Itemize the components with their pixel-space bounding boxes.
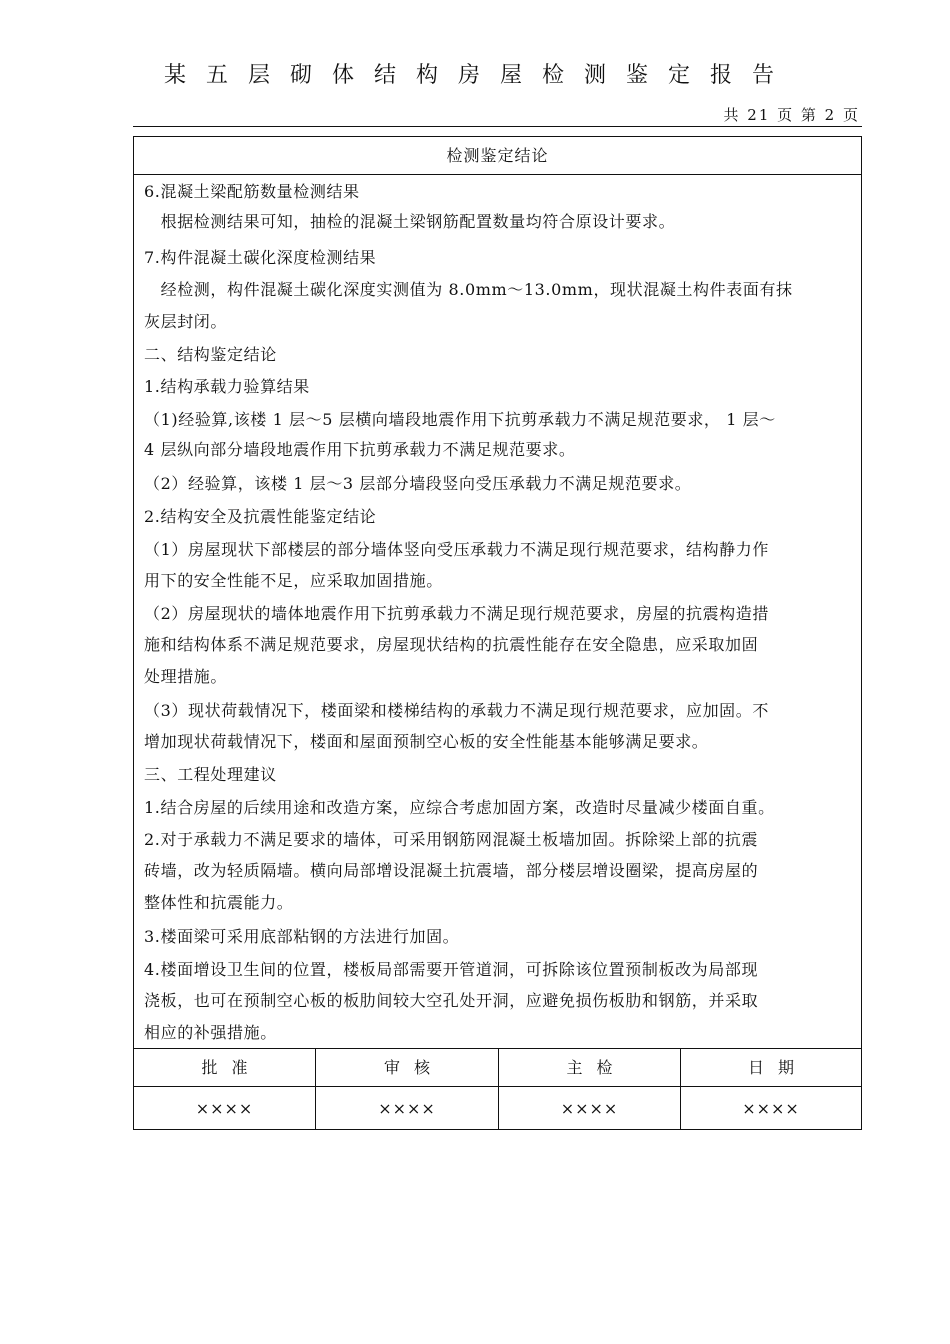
text-line: 6.混凝土梁配筋数量检测结果 [144,182,360,201]
text-line: 处理措施。 [144,667,228,686]
text-line: 二、结构鉴定结论 [144,345,277,364]
signature-value: ×××× [195,1099,254,1118]
text-line: （1）房屋现状下部楼层的部分墙体竖向受压承载力不满足现行规范要求，结构静力作 [144,540,769,559]
text-line: 2.结构安全及抗震性能鉴定结论 [144,507,377,526]
header-rule [133,126,862,127]
text-line: 根据检测结果可知，抽检的混凝土梁钢筋配置数量均符合原设计要求。 [144,212,676,231]
text-line: 砖墙，改为轻质隔墙。横向局部增设混凝土抗震墙，部分楼层增设圈梁，提高房屋的 [144,861,759,880]
text-line: 相应的补强措施。 [144,1023,277,1042]
text-line: 3.楼面梁可采用底部粘钢的方法进行加固。 [144,927,460,946]
text-line: 三、工程处理建议 [144,765,277,784]
text-line: 灰层封闭。 [144,312,228,331]
signature-cell-date [681,1049,861,1130]
text-line: 整体性和抗震能力。 [144,893,294,912]
text-line: 经检测，构件混凝土碳化深度实测值为 8.0mm～13.0mm，现状混凝土构件表面有抹 [144,280,793,299]
signature-table [134,1048,861,1130]
page-title: 某五层砌体结构房屋检测鉴定报告 [163,63,794,88]
text-line: 1.结构承载力验算结果 [144,377,310,396]
signature-value: ×××× [560,1099,619,1118]
signature-header: 日期 [681,1049,861,1087]
section-title: 检测鉴定结论 [134,137,861,175]
text-line: 增加现状荷载情况下，楼面和屋面预制空心板的安全性能基本能够满足要求。 [144,732,709,751]
text-line: （1)经验算,该楼 1 层～5 层横向墙段地震作用下抗剪承载力不满足规范要求， 1 层～ [144,410,776,429]
text-line: 用下的安全性能不足，应采取加固措施。 [144,571,443,590]
conclusion-table [133,136,862,1130]
signature-value: ×××× [378,1099,436,1118]
text-line: 1.结合房屋的后续用途和改造方案，应综合考虑加固方案，改造时尽量减少楼面自重。 [144,798,775,817]
text-line: 施和结构体系不满足规范要求，房屋现状结构的抗震性能存在安全隐患，应采取加固 [144,635,759,654]
page-number: 共 21 页 第 2 页 [723,106,860,124]
signature-header: 主检 [499,1049,680,1087]
text-line: 4 层纵向部分墙段地震作用下抗剪承载力不满足规范要求。 [144,440,576,459]
text-line: （2）房屋现状的墙体地震作用下抗剪承载力不满足现行规范要求，房屋的抗震构造措 [144,604,769,623]
signature-header: 审核 [316,1049,498,1087]
signature-cell-review [316,1049,499,1130]
text-line: （2）经验算，该楼 1 层～3 层部分墙段竖向受压承载力不满足规范要求。 [144,474,692,493]
text-line: 浇板，也可在预制空心板的板肋间较大空孔处开洞，应避免损伤板肋和钢筋，并采取 [144,991,759,1010]
text-line: 7.构件混凝土碳化深度检测结果 [144,248,377,267]
text-line: 2.对于承载力不满足要求的墙体，可采用钢筋网混凝土板墙加固。拆除梁上部的抗震 [144,830,759,849]
signature-header: 批准 [134,1049,315,1087]
text-line: 4.楼面增设卫生间的位置，楼板局部需要开管道洞，可拆除该位置预制板改为局部现 [144,960,759,979]
signature-value: ×××× [742,1099,800,1118]
signature-cell-approve [134,1049,316,1130]
text-line: （3）现状荷载情况下，楼面梁和楼梯结构的承载力不满足现行规范要求，应加固。不 [144,701,769,720]
signature-cell-inspector [499,1049,681,1130]
